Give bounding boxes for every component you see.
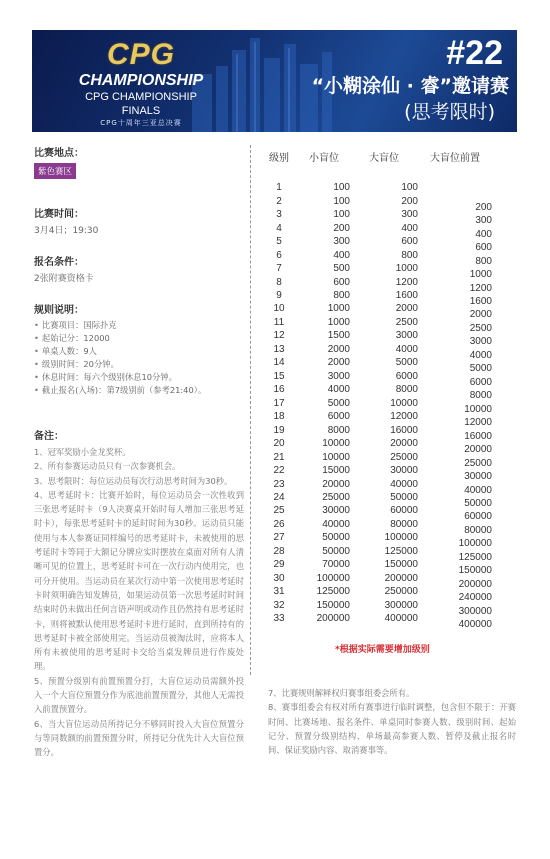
level-cell: 10 xyxy=(273,303,285,315)
level-cell: 31 xyxy=(273,586,285,598)
logo-championship-text: CHAMPIONSHIP xyxy=(78,72,204,89)
ante-cell: 125000 xyxy=(458,551,492,563)
small-blind-cell: 10000 xyxy=(322,438,350,450)
level-cell: 8 xyxy=(276,276,282,288)
big-blind-cell: 30000 xyxy=(390,465,418,477)
ante-cell: 10000 xyxy=(464,403,492,415)
ante-cell: 800 xyxy=(475,255,492,267)
big-blind-cell: 100 xyxy=(401,182,418,194)
ante-cell: 100000 xyxy=(458,538,492,550)
header-big-blind: 大盲位 xyxy=(369,152,399,164)
table-header xyxy=(260,148,510,164)
big-blind-cell: 10000 xyxy=(390,397,418,409)
small-blind-cell: 150000 xyxy=(316,599,350,611)
big-blind-cell: 300 xyxy=(401,209,418,221)
rules-label: 规则说明： xyxy=(34,305,84,316)
level-cell: 22 xyxy=(273,465,285,477)
notes-list xyxy=(34,445,244,760)
big-blind-cell: 800 xyxy=(401,249,418,261)
big-blind-cell: 1200 xyxy=(395,276,418,288)
ante-cell: 80000 xyxy=(464,524,492,536)
ante-cell: 400 xyxy=(475,228,492,240)
time-label: 比赛时间： xyxy=(34,209,84,220)
big-blind-cell: 125000 xyxy=(384,545,418,557)
level-cell: 4 xyxy=(276,222,282,234)
small-blind-cell: 200 xyxy=(333,222,350,234)
level-cell: 12 xyxy=(273,330,285,342)
header-level: 级别 xyxy=(269,152,289,164)
ante-cell: 6000 xyxy=(469,376,492,388)
small-blind-cell: 125000 xyxy=(316,586,350,598)
ante-cell: 25000 xyxy=(464,457,492,469)
level-cell: 11 xyxy=(273,316,285,328)
small-blind-cell: 100 xyxy=(333,195,350,207)
small-blind-cell: 1000 xyxy=(327,303,350,315)
big-blind-cell: 5000 xyxy=(395,357,418,369)
level-cell: 25 xyxy=(273,505,285,517)
level-cell: 9 xyxy=(276,289,282,301)
rules-list xyxy=(34,319,244,397)
level-cell: 19 xyxy=(273,424,285,436)
ante-cell: 3000 xyxy=(469,336,492,348)
level-cell: 26 xyxy=(273,518,285,530)
event-info xyxy=(34,144,244,760)
event-number: #22 xyxy=(446,34,503,72)
big-blind-cell: 1000 xyxy=(395,263,418,275)
logo-cpg-text: CPG xyxy=(106,38,175,71)
level-cell: 27 xyxy=(273,532,285,544)
small-blind-cell: 800 xyxy=(333,289,350,301)
small-blind-cell: 2000 xyxy=(327,343,350,355)
big-blind-cell: 1600 xyxy=(395,289,418,301)
ante-cell: 20000 xyxy=(464,444,492,456)
level-cell: 7 xyxy=(276,263,282,275)
table-row xyxy=(260,181,510,194)
big-blind-cell: 100000 xyxy=(384,532,418,544)
signup-label: 报名条件： xyxy=(34,257,84,268)
level-cell: 29 xyxy=(273,559,285,571)
signup-value: 2张附赛资格卡 xyxy=(34,274,94,284)
big-blind-cell: 600 xyxy=(401,236,418,248)
small-blind-cell: 1000 xyxy=(327,316,350,328)
small-blind-cell: 100000 xyxy=(316,572,350,584)
big-blind-cell: 8000 xyxy=(395,384,418,396)
small-blind-cell: 50000 xyxy=(322,532,350,544)
level-cell: 3 xyxy=(276,209,282,221)
small-blind-cell: 2000 xyxy=(327,357,350,369)
small-blind-cell: 500 xyxy=(333,263,350,275)
big-blind-cell: 6000 xyxy=(395,370,418,382)
column-divider xyxy=(250,145,251,675)
header-banner xyxy=(32,30,517,132)
cpg-logo xyxy=(66,40,216,126)
notes-label: 备注： xyxy=(34,431,64,442)
venue-label: 比赛地点： xyxy=(34,148,84,159)
big-blind-cell: 300000 xyxy=(384,599,418,611)
ante-cell: 8000 xyxy=(469,390,492,402)
note-item: 8、赛事组委会有权对所有赛事进行临时调整，包含但不限于：开赛时间、比赛场地、报名条件、单桌同时参赛人数、级别时间、起始记分、预置分级别结构、单场最高参赛人数、暂停及截止报名时间、保证奖励内容、取消赛事等。 xyxy=(268,702,516,756)
ante-cell: 1200 xyxy=(469,282,492,294)
level-cell: 18 xyxy=(273,411,285,423)
small-blind-cell: 100 xyxy=(333,209,350,221)
ante-cell: 1600 xyxy=(469,295,492,307)
small-blind-cell: 300 xyxy=(333,236,350,248)
rule-item: • 截止报名(入场)：第7级别前（参考21:40）。 xyxy=(34,384,244,397)
big-blind-cell: 200 xyxy=(401,195,418,207)
ante-cell: 50000 xyxy=(464,498,492,510)
big-blind-cell: 2000 xyxy=(395,303,418,315)
small-blind-cell: 20000 xyxy=(322,478,350,490)
big-blind-cell: 3000 xyxy=(395,330,418,342)
ante-cell: 60000 xyxy=(464,511,492,523)
level-cell: 30 xyxy=(273,572,285,584)
ante-cell: 240000 xyxy=(458,592,492,604)
ante-cell: 2500 xyxy=(469,322,492,334)
header-small-blind: 小盲位 xyxy=(309,152,339,164)
small-blind-cell: 5000 xyxy=(327,397,350,409)
small-blind-cell: 100 xyxy=(333,182,350,194)
level-cell: 16 xyxy=(273,384,285,396)
small-blind-cell: 1500 xyxy=(327,330,350,342)
table-body xyxy=(260,181,510,631)
rule-item: • 比赛项目：国际扑克 xyxy=(34,319,244,332)
ante-cell: 400000 xyxy=(458,619,492,631)
note-item: 4、思考延时卡：比赛开始时，每位运动员会一次性收到三张思考延时卡（9人决赛桌开始时每人增加三张思考延时卡），每张思考延时卡的延时时间为30秒。运动员只能使用与本人参赛证同样编号的思考延时卡，未被使用的思考延时卡等同于大额记分牌应实时摆放在桌面对所有人清晰可见的位置上，思考延时卡可在一次行动内使用完，也可分开使用。当运动员在某次行动中第一次使用思考延时卡时须明确告知发牌员，如果运动员第一次思考延时时间结束时仍未做出任何言语声明或动作且仍然持有思考延时卡，则将被默认使用思考延时卡进行延时，直到所持有的思考延时卡被全部使用完。当运动员被淘汰时，应将本人所有未被使用的思考延时卡交给当桌发牌员进行作废处理。 xyxy=(34,489,244,672)
level-cell: 2 xyxy=(276,195,282,207)
logo-sub-text: CPG十周年三亚总决赛 xyxy=(100,119,182,127)
level-cell: 6 xyxy=(276,249,282,261)
blind-note: *根据实际需要增加级别 xyxy=(335,645,430,655)
rule-item: • 休息时间：每六个级别休息10分钟。 xyxy=(34,371,244,384)
ante-cell: 30000 xyxy=(464,471,492,483)
level-cell: 28 xyxy=(273,545,285,557)
big-blind-cell: 20000 xyxy=(390,438,418,450)
ante-cell: 4000 xyxy=(469,349,492,361)
level-cell: 23 xyxy=(273,478,285,490)
rule-item: • 单桌人数：9人 xyxy=(34,345,244,358)
rule-item: • 起始记分：12000 xyxy=(34,332,244,345)
small-blind-cell: 8000 xyxy=(327,424,350,436)
level-cell: 20 xyxy=(273,438,285,450)
ante-cell: 300 xyxy=(475,215,492,227)
level-cell: 24 xyxy=(273,492,285,504)
big-blind-cell: 250000 xyxy=(384,586,418,598)
note-item: 2、所有参赛运动员只有一次参赛机会。 xyxy=(34,461,181,472)
time-value: 3月4日；19:30 xyxy=(34,226,99,236)
level-cell: 14 xyxy=(273,357,285,369)
big-blind-cell: 200000 xyxy=(384,572,418,584)
big-blind-cell: 150000 xyxy=(384,559,418,571)
big-blind-cell: 400000 xyxy=(384,613,418,625)
ante-cell: 40000 xyxy=(464,484,492,496)
big-blind-cell: 4000 xyxy=(395,343,418,355)
level-cell: 13 xyxy=(273,343,285,355)
ante-cell: 200000 xyxy=(458,578,492,590)
small-blind-cell: 40000 xyxy=(322,518,350,530)
ante-cell: 200 xyxy=(475,201,492,213)
big-blind-cell: 2500 xyxy=(395,316,418,328)
note-item: 7、比赛规则解释权归赛事组委会所有。 xyxy=(268,688,415,698)
small-blind-cell: 50000 xyxy=(322,545,350,557)
small-blind-cell: 10000 xyxy=(322,451,350,463)
small-blind-cell: 6000 xyxy=(327,411,350,423)
level-cell: 15 xyxy=(273,370,285,382)
table-row xyxy=(260,194,510,213)
small-blind-cell: 200000 xyxy=(316,613,350,625)
ante-cell: 1000 xyxy=(469,269,492,281)
small-blind-cell: 30000 xyxy=(322,505,350,517)
ante-cell: 300000 xyxy=(458,605,492,617)
small-blind-cell: 400 xyxy=(333,249,350,261)
big-blind-cell: 60000 xyxy=(390,505,418,517)
big-blind-cell: 16000 xyxy=(390,424,418,436)
level-cell: 17 xyxy=(273,397,285,409)
small-blind-cell: 4000 xyxy=(327,384,350,396)
note-item: 1、冠军奖励小金龙奖杯。 xyxy=(34,447,131,457)
level-cell: 1 xyxy=(276,182,282,194)
event-subtitle: (思考限时) xyxy=(404,101,495,123)
note-item: 5、预置分级别有前置预置分打，大盲位运动员需额外投入一个大盲位预置分作为底池前置预置分，其他人无需投入前置预置分。 xyxy=(34,675,244,715)
big-blind-cell: 80000 xyxy=(390,518,418,530)
small-blind-cell: 600 xyxy=(333,276,350,288)
header-ante: 大盲位前置 xyxy=(430,152,480,164)
small-blind-cell: 3000 xyxy=(327,370,350,382)
big-blind-cell: 50000 xyxy=(390,492,418,504)
ante-cell: 150000 xyxy=(458,565,492,577)
blind-structure-table xyxy=(260,148,510,631)
logo-finals-text: CPG CHAMPIONSHIP FINALS xyxy=(85,91,197,117)
big-blind-cell: 12000 xyxy=(390,411,418,423)
ante-cell: 2000 xyxy=(469,309,492,321)
small-blind-cell: 70000 xyxy=(322,559,350,571)
event-title: “小糊涂仙 · 睿”邀请赛 xyxy=(311,75,509,97)
level-cell: 33 xyxy=(273,613,285,625)
venue-badge: 紫色赛区 xyxy=(34,163,76,179)
small-blind-cell: 25000 xyxy=(322,492,350,504)
note-item: 3、思考限时：每位运动员每次行动思考时间为30秒。 xyxy=(34,475,233,486)
note-item: 6、当大盲位运动员所持记分不够同时投入大盲位预置分与等同数额的前置预置分时，所持记分优先计入大盲位预置分。 xyxy=(34,718,244,758)
ante-cell: 600 xyxy=(475,242,492,254)
ante-cell: 12000 xyxy=(464,417,492,429)
notes-right xyxy=(268,686,516,757)
big-blind-cell: 25000 xyxy=(390,451,418,463)
rule-item: • 级别时间：20分钟。 xyxy=(34,358,244,371)
big-blind-cell: 400 xyxy=(401,222,418,234)
level-cell: 32 xyxy=(273,599,285,611)
small-blind-cell: 15000 xyxy=(322,465,350,477)
ante-cell: 5000 xyxy=(469,363,492,375)
ante-cell: 16000 xyxy=(464,430,492,442)
level-cell: 5 xyxy=(276,236,282,248)
big-blind-cell: 40000 xyxy=(390,478,418,490)
level-cell: 21 xyxy=(273,451,285,463)
